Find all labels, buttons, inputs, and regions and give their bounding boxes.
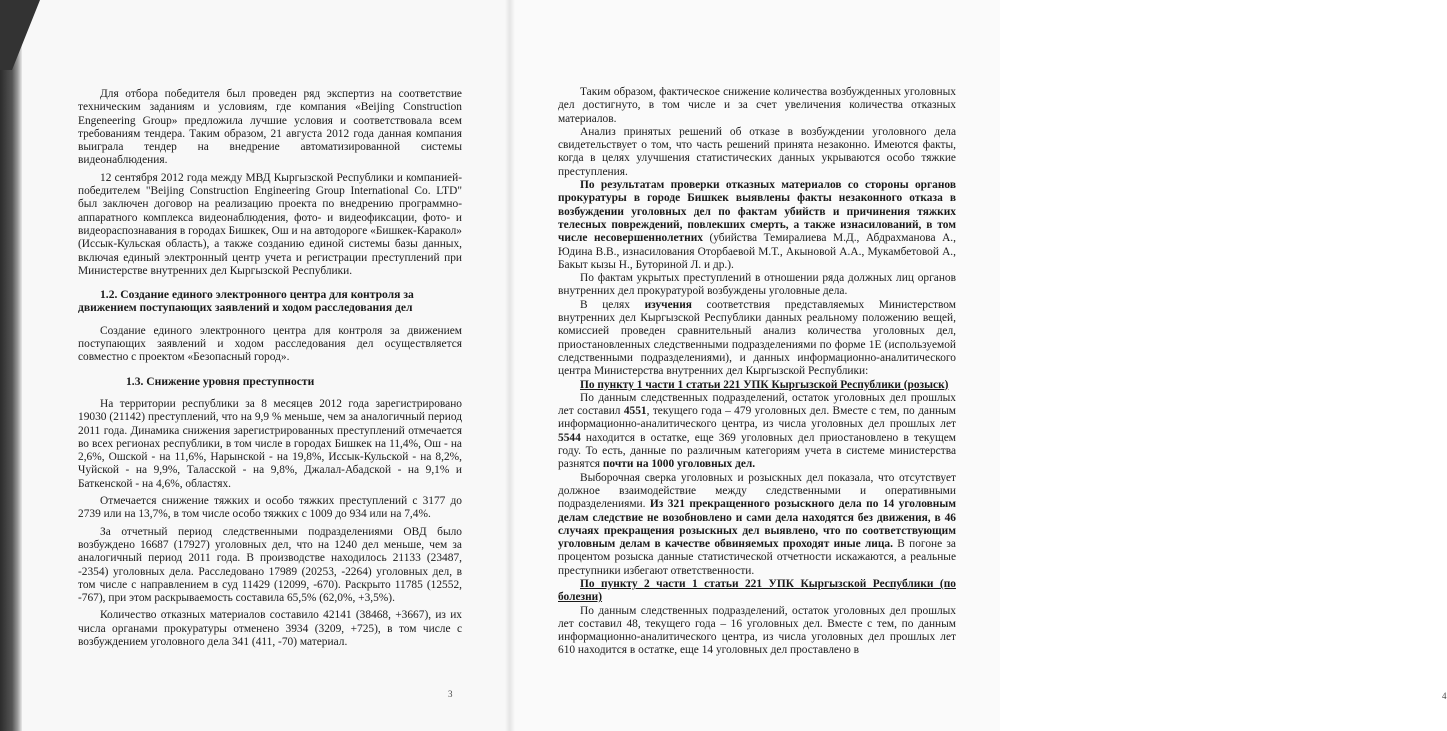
text: Выборочная сверка уголовных и розыскных дел показала, что отсутствует должное взаимодействие между следственными и оперативными подразделениями.: [558, 471, 956, 511]
subheading: По пункту 1 части 1 статьи 221 УПК Кыргызской Республики (розыск): [580, 378, 949, 391]
paragraph: Анализ принятых решений об отказе в возбуждении уголовного дела свидетельствует о том, что часть решений принята незаконно. Имеются факты, когда в целях улучшения статистических данных укрываются особо тяжкие преступления.: [558, 125, 956, 178]
bold-text: почти на 1000 уголовных дел.: [602, 458, 756, 471]
scan-border-left: [0, 0, 22, 731]
text: В погоне за процентом розыска данные статистической отчетности искажаются, а реальные преступники избегают ответственности.: [558, 538, 956, 577]
subheading: По пункту 2 части 1 статьи 221 УПК Кыргызской Республики (по болезни): [558, 577, 956, 604]
text: находится в остатке, еще 369 уголовных дел приостановлено в текущем году. То есть, данные по различным категориям учета в системе министерства разнятся: [558, 431, 956, 471]
paragraph: Для отбора победителя был проведен ряд экспертиз на соответствие техническим заданиям и условиям, где компания «Beijing Construction Engeneering Group» предложила лучшие условия и соответствовала всем требованиям тендера. Таким образом, 21 августа 2012 года данная компания выиграла тендер на внедрение автоматизированной системы видеонаблюдения.: [78, 88, 462, 167]
bold-text: Из 321 прекращенного розыскного дела по 14 уголовным делам следствие не возобновлено и сами дела находятся без движения, в 46 случаях прекращения розыскных дел выявлено, что по соответствующим уголовным делам в качестве обвиняемых проходят иные лица.: [558, 498, 956, 551]
paragraph: 12 сентября 2012 года между МВД Кыргызской Республики и компанией-победителем "Beijing Construction Engineering Group International Co. LTD" был заключен договор на реализацию проекта по внедрению программно-аппаратного комплекса видеонаблюдения, фото- и видеофиксации, фото- и видеораспознавания в городах Бишкек, Ош и на автодороге «Бишкек-Каракол» (Иссык-Кульская область), а также созданию единой системы базы данных, включая единый электронный центр учета и регистрации преступлений при Министерстве внутренних дел Кыргызской Республики.: [78, 171, 462, 277]
paragraph: По фактам укрытых преступлений в отношении ряда должных лиц органов внутренних дел прокуратурой возбуждены уголовные дела.: [558, 272, 956, 298]
bold-number: 4551: [623, 405, 647, 418]
paragraph: [558, 299, 956, 379]
section-heading: 1.3. Снижение уровня преступности: [126, 374, 315, 388]
bold-text: изучения: [644, 298, 692, 311]
text: (убийства Темиралиева М.Д., Абдрахманова А., Юдина В.В., изнасилования Оторбаевой М.Т., Акыновой А.А., Мукамбетовой А., Бакыт кызы Н., Буториной Л. и др.).: [558, 232, 956, 271]
text: В целях: [580, 298, 645, 311]
paragraph: Создание единого электронного центра для контроля за движением поступающих заявлений и ходом расследования дел осуществляется совместно с проектом «Безопасный город».: [78, 324, 462, 364]
paragraph: Отмечается снижение тяжких и особо тяжких преступлений с 3177 до 2739 или на 13,7%, в том числе особо тяжких с 1009 до 934 или на 7,4%.: [78, 495, 462, 521]
page-gutter: [505, 0, 515, 731]
paragraph: [558, 179, 956, 272]
text: соответствия представляемых Министерством внутренних дел Кыргызской Республики данных реальному положению вещей, комиссией проведен сравнительный анализ количества уголовных дел, приостановленных следственными подразделениями по форме 1Е (используемой следственными подразделениями), и данных информационно-аналитического центра Министерства внутренних дел Кыргызской Республики:: [558, 298, 956, 378]
right-page: [510, 0, 1447, 731]
page-number: 4: [1442, 691, 1447, 701]
paragraph: На территории республики за 8 месяцев 2012 года зарегистрировано 19030 (21142) преступлений, что на 9,9 % меньше, чем за аналогичный период 2011 года. Динамика снижения зарегистрированных преступлений отмечается во всех регионах республики, в том числе в городах Бишкек на 11,4%, Ош - на 2,6%, Ошской - на 11,6%, Нарынской - на 19,8%, Иссык-Кульской - на 8,2%, Чуйской - на 9,9%, Таласской - на 9,8%, Джалал-Абадской - на 9,1% и Баткенской - на 4,6%, областях.: [78, 397, 462, 490]
section-heading: 1.2. Создание единого электронного центра для контроля за движением поступающих заявлений и ходом расследования дел: [78, 288, 414, 315]
bold-number: 5544: [558, 431, 581, 444]
text: По данным следственных подразделений, остаток уголовных дел прошлых лет составил: [558, 391, 956, 418]
left-page: [22, 0, 510, 731]
paragraph: За отчетный период следственными подразделениями ОВД было возбуждено 16687 (17927) уголовных дел, что на 1240 дел меньше, чем за аналогичный период 2011 года. В производстве находилось 21133 (23487, -2354) уголовных дела. Расследовано 17989 (20253, -2264) уголовных дел, в том числе с направлением в суд 11429 (12099, -670). Раскрыто 11785 (12552, -767), при этом раскрываемость составила 65,5% (62,0%, +3,5%).: [78, 525, 462, 605]
paragraph: Количество отказных материалов составило 42141 (38468, +3667), из их числа органами прокуратуры отменено 3934 (3209, +725), в том числе с возбуждением уголовного дела 341 (411, -70) материал.: [78, 609, 462, 648]
bold-text: По результатам проверки отказных материалов со стороны органов прокуратуры в городе Бишкек выявлены факты незаконного отказа в возбуждении уголовных дел по фактам убийств и причинения тяжких телесных повреждений, повлекших смерть, а также изнасилований, в том числе несовершеннолетних: [558, 179, 956, 245]
page-number: 3: [448, 689, 453, 699]
paragraph: [558, 392, 956, 472]
paragraph: [558, 472, 956, 578]
paragraph: По данным следственных подразделений, остаток уголовных дел прошлых лет составил 48, текущего года – 16 уголовных дел. Вместе с тем, по данным информационно-аналитического центра, из числа уголовных дел прошлых лет 610 находится в остатке, еще 14 уголовных дел проставлено в: [558, 604, 956, 657]
text: , текущего года – 479 уголовных дел. Вместе с тем, по данным информационно-аналитического центра, из числа уголовных дел прошлых лет: [558, 405, 956, 431]
paragraph: Таким образом, фактическое снижение количества возбужденных уголовных дел достигнуто, в том числе и за счет увеличения количества отказных материалов.: [558, 86, 956, 125]
